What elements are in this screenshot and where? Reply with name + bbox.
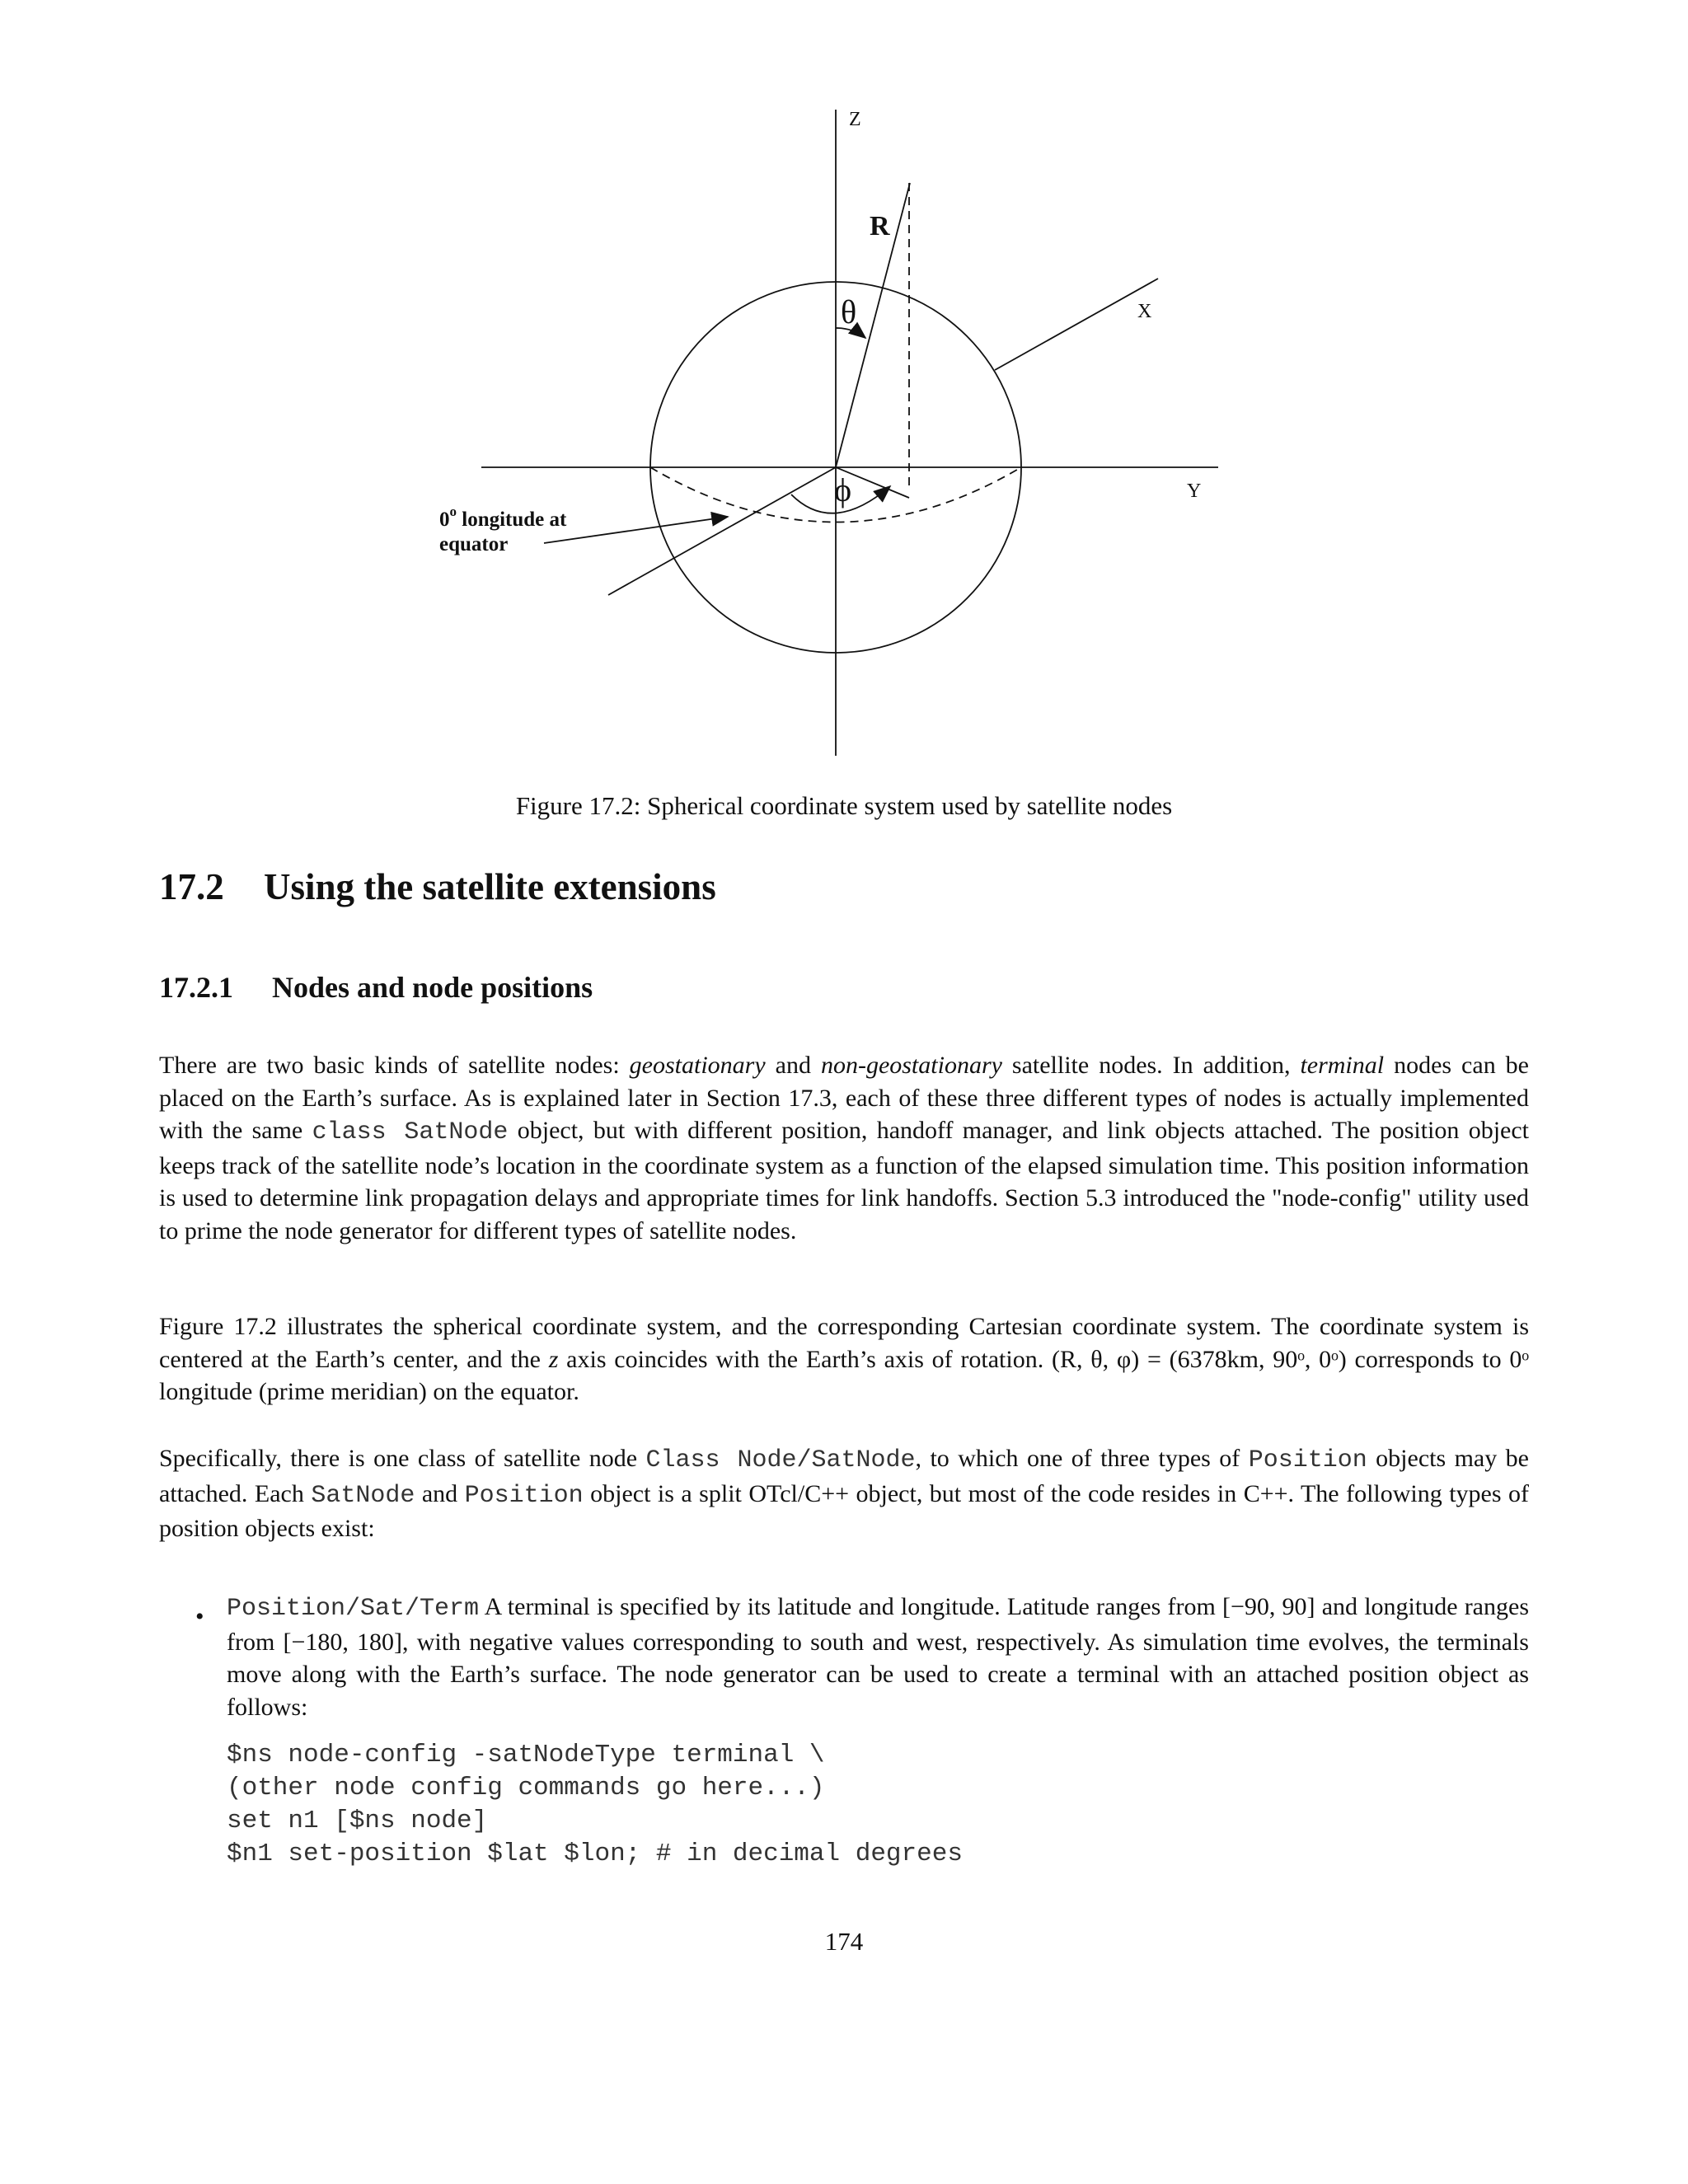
section-title: Using the satellite extensions: [264, 866, 716, 907]
subsection-heading: [159, 970, 593, 1005]
figure-caption: Figure 17.2: Spherical coordinate system used by satellite nodes: [515, 791, 1173, 820]
vector-r-label: R: [870, 211, 890, 241]
annotation-text-line2: equator: [439, 533, 509, 555]
spherical-coordinate-figure: [0, 0, 1688, 783]
code-line: set n1 [$ns node]: [227, 1807, 488, 1835]
page-number: 174: [824, 1927, 864, 1956]
x-axis-lower: [608, 467, 836, 595]
code-block: [227, 1739, 963, 1871]
phi-label: ϕ: [834, 471, 852, 509]
annotation-arrow: [544, 517, 728, 543]
bullet-item-position-sat-term: Position/Sat/Term A terminal is specified by its latitude and longitude. Latitude ranges from [−90, 90] and longitude ranges from [−180, 180], with negative values corresponding to south and west, respectively. As simulation time evolves, the terminals move along with the Earth’s surface. The node generator can be used to create a terminal with an attached position object as follows:: [227, 1593, 1529, 1721]
bullet-marker: •: [195, 1603, 204, 1630]
paragraph-2: Figure 17.2 illustrates the spherical coordinate system, and the corresponding Cartesian coordinate system. The coordinate system is centered at the Earth’s center, and the z axis coincides with the Earth’s axis of rotation. (R, θ, φ) = (6378km, 90ᵒ, 0ᵒ) corresponds to 0ᵒ longitude (prime meridian) on the equator.: [159, 1313, 1529, 1406]
code-line: $ns node-config -satNodeType terminal \: [227, 1741, 825, 1769]
code-line: $n1 set-position $lat $lon; # in decimal degrees: [227, 1840, 963, 1868]
theta-label: θ: [841, 293, 857, 330]
paragraph-1: There are two basic kinds of satellite nodes: geostationary and non-geostationary satellite nodes. In addition, terminal nodes can be placed on the Earth’s surface. As is explained later in Section 17.3, each of these three different types of nodes is actually implemented with the same class SatNode object, but with different position, handoff manager, and link objects attached. The position object keeps track of the satellite node’s location in the coordinate system as a function of the elapsed simulation time. This position information is used to determine link propagation delays and appropriate times for link handoffs. Section 5.3 introduced the "node-config" utility used to prime the node generator for different types of satellite nodes.: [159, 1052, 1529, 1244]
x-axis-upper: [995, 279, 1158, 370]
y-axis-label: Y: [1187, 480, 1202, 502]
paragraph-3: Specifically, there is one class of satellite node Class Node/SatNode, to which one of three types of Position objects may be attached. Each SatNode and Position object is a split OTcl/C++ object, but most of the code resides in C++. The following types of position objects exist:: [159, 1445, 1529, 1543]
code-line: (other node config commands go here...): [227, 1774, 825, 1802]
x-axis-label: X: [1137, 301, 1152, 322]
z-axis-label: Z: [849, 109, 861, 130]
subsection-title: Nodes and node positions: [272, 971, 593, 1004]
section-number: 17.2: [159, 866, 224, 907]
annotation-text: 0$^o$ longitude at: [439, 504, 567, 531]
subsection-number: 17.2.1: [159, 971, 233, 1004]
section-heading: [159, 865, 716, 908]
